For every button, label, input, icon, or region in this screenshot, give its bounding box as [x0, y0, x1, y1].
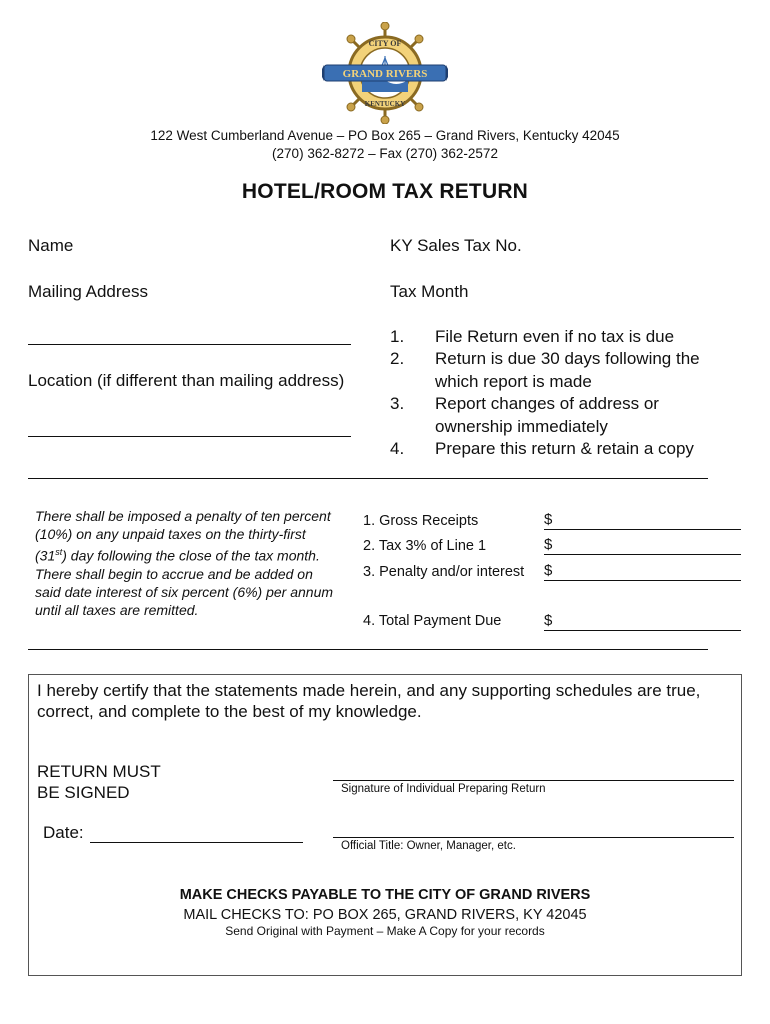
instruction-number: 3. [390, 394, 405, 413]
instruction-item [390, 348, 730, 393]
name-field[interactable] [28, 236, 361, 256]
penalty-interest-label: 3. Penalty and/or interest [363, 564, 525, 580]
total-payment-line[interactable] [544, 612, 741, 631]
checks-payable-text: MAKE CHECKS PAYABLE TO THE CITY OF GRAND RIVERS [179, 887, 591, 903]
date-field[interactable] [43, 823, 303, 843]
instruction-number: 2. [390, 349, 405, 368]
total-payment-input[interactable] [557, 612, 727, 629]
instruction-text: Prepare this return & retain a copy [435, 439, 694, 458]
date-input[interactable] [90, 826, 303, 843]
instruction-text: Return is due 30 days following the which report is made [435, 349, 700, 391]
total-payment-label: 4. Total Payment Due [363, 613, 502, 629]
mailing-address-line2-input[interactable] [28, 326, 351, 345]
date-label: Date: [43, 823, 84, 842]
instruction-number: 4. [390, 439, 405, 458]
tax-line[interactable] [544, 536, 741, 555]
instruction-item [390, 438, 730, 460]
section-divider [28, 649, 708, 650]
location-label: Location (if different than mailing address) [28, 371, 345, 390]
certification-box [28, 674, 742, 976]
seal-banner-text: GRAND RIVERS [342, 68, 428, 80]
instructions-list [390, 326, 730, 466]
phone-fax-line: (270) 362-8272 – Fax (270) 362-2572 [272, 146, 498, 161]
tax-input[interactable] [557, 536, 727, 553]
currency-symbol: $ [544, 511, 553, 528]
penalty-interest-line[interactable] [544, 562, 741, 581]
must-sign-line1: RETURN MUST [37, 762, 161, 781]
penalty-notice [35, 507, 340, 619]
penalty-text-part1: There shall be imposed a penalty of ten percent (10%) on any unpaid taxes on the thirty-first (31 [35, 508, 331, 564]
sales-tax-input[interactable] [522, 236, 721, 252]
gross-receipts-input[interactable] [557, 511, 727, 528]
section-divider [28, 478, 708, 479]
name-label: Name [28, 236, 74, 255]
instruction-item [390, 326, 730, 348]
interest-text: There shall begin to accrue and be added on said date interest of six percent (6%) per annum until all taxes are remitted. [35, 565, 334, 618]
tax-month-label: Tax Month [390, 282, 469, 301]
mail-checks-text: MAIL CHECKS TO: PO BOX 265, GRAND RIVERS, KY 42045 [183, 907, 587, 923]
tax-label: 2. Tax 3% of Line 1 [363, 538, 487, 554]
address-line: 122 West Cumberland Avenue – PO Box 265 – Grand Rivers, Kentucky 42045 [150, 128, 620, 143]
seal-top-text: CITY OF [368, 39, 402, 48]
tax-month-field[interactable] [390, 282, 700, 302]
return-must-be-signed [37, 761, 161, 803]
currency-symbol: $ [544, 536, 553, 553]
mailing-address-input[interactable] [148, 282, 350, 298]
location-input[interactable] [28, 418, 351, 437]
must-sign-line2: BE SIGNED [37, 783, 130, 802]
gross-receipts-label: 1. Gross Receipts [363, 513, 479, 529]
instruction-text: Report changes of address or ownership immediately [435, 394, 659, 436]
mailing-address-label: Mailing Address [28, 282, 149, 301]
sales-tax-label: KY Sales Tax No. [390, 236, 522, 255]
form-title: HOTEL/ROOM TAX RETURN [241, 180, 529, 203]
currency-symbol: $ [544, 612, 553, 629]
seal-bottom-text: KENTUCKY [364, 100, 406, 108]
instruction-item [390, 393, 730, 438]
gross-receipts-line[interactable] [544, 511, 741, 530]
sales-tax-field[interactable] [390, 236, 697, 256]
penalty-interest-input[interactable] [557, 562, 727, 579]
instruction-number: 1. [390, 327, 405, 346]
name-input[interactable] [73, 236, 361, 252]
city-seal-logo [322, 22, 448, 124]
signature-line[interactable] [333, 780, 734, 781]
official-title-line[interactable] [333, 837, 734, 838]
tax-month-input[interactable] [468, 282, 700, 298]
penalty-text-part2: ) day following the close of the tax month. [62, 547, 320, 564]
send-original-text: Send Original with Payment – Make A Copy for your records [225, 924, 545, 938]
currency-symbol: $ [544, 562, 553, 579]
instruction-text: File Return even if no tax is due [435, 327, 675, 346]
mailing-address-field[interactable] [28, 282, 350, 302]
penalty-superscript: st [55, 547, 63, 557]
certification-statement: I hereby certify that the statements made herein, and any supporting schedules are true, correct, and complete to the best of my knowledge. [37, 681, 701, 721]
official-title-caption: Official Title: Owner, Manager, etc. [341, 840, 516, 852]
signature-caption: Signature of Individual Preparing Return [341, 783, 546, 795]
